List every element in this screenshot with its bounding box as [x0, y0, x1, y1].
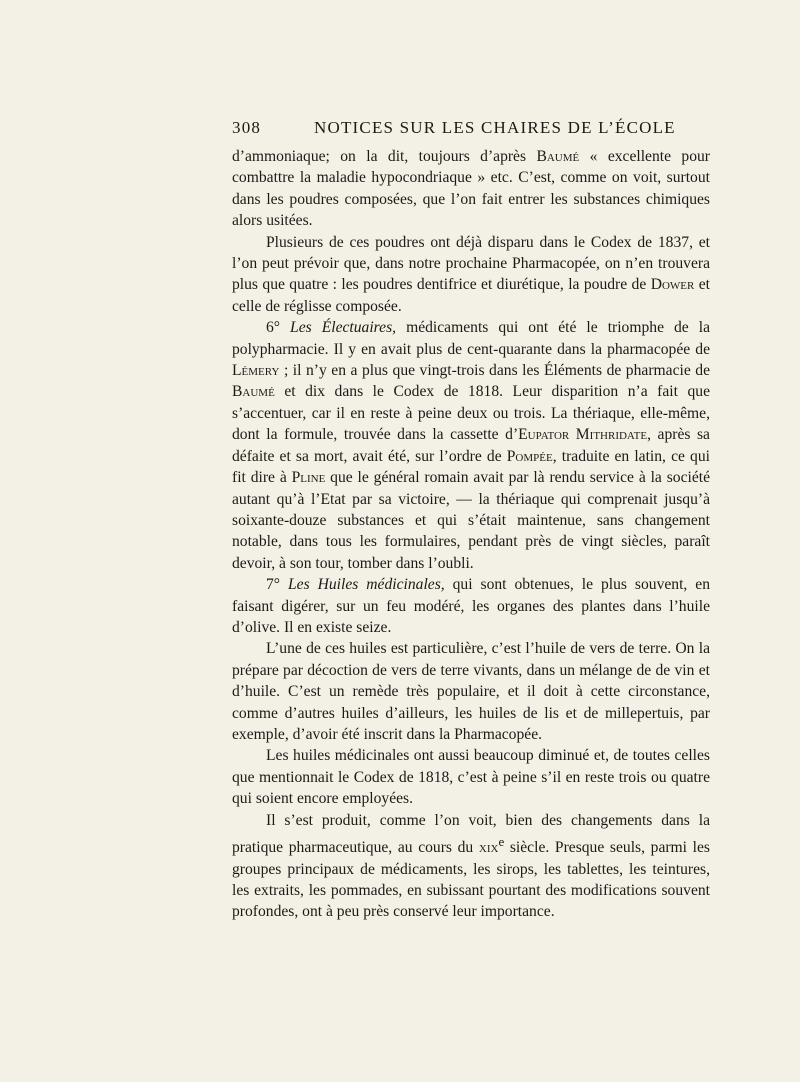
author-name: Baumé: [536, 148, 580, 165]
text-run: et dix dans le Codex de 1818. Leur disparition n’a fait que s’accentuer, car il en reste à peine deux ou trois. La thériaque, elle-même, dont la formule, trouvée dans la cassette d’: [232, 383, 710, 444]
text-run: médicaments qui ont été le triomphe de la polypharmacie. Il y en avait plus de cent-quarante dans la pharmacopée de: [232, 319, 710, 358]
text-run: et celle de réglisse composée.: [232, 276, 710, 315]
author-name: Pline: [291, 469, 326, 487]
text-run: ; il n’y en a plus que vingt-trois dans les Éléments de pharmacie de: [279, 362, 710, 380]
author-name: Eupator Mithridate: [518, 426, 648, 444]
author-name: Pompée: [506, 447, 553, 465]
body-text: [232, 146, 710, 923]
paragraph-1: [232, 146, 710, 232]
text-run: Plusieurs de ces poudres ont déjà disparu dans le Codex de 1837, et l’on peut prévoir que, dans notre prochaine Pharmacopée, on n’en trouvera plus que quatre : les poudres dentifrice et diurétique, la poudre de: [232, 233, 710, 294]
paragraph-5: L’une de ces huiles est particulière, c’est l’huile de vers de terre. On la prépare par décoction de vers de terre vivants, dans un mélange de de vin et d’huile. C’est un remède très populaire, et il doit à cette circonstance, comme d’autres huiles d’ailleurs, les huiles de lis et de millepertuis, par exemple, d’avoir été inscrit dans la Pharmacopée.: [232, 640, 710, 743]
running-head: [232, 118, 712, 140]
author-name: Dower: [650, 276, 695, 294]
author-name: Lémery: [232, 362, 280, 380]
item-number: 6°: [266, 319, 291, 337]
paragraph-6: Les huiles médicinales ont aussi beaucoup diminué et, de toutes celles que mentionnait le Codex de 1818, c’est à peine s’il en reste trois ou quatre qui soient encore employées.: [232, 747, 710, 808]
century-numeral: xix: [478, 839, 499, 857]
paragraph-3: [232, 317, 710, 574]
text-run: que le général romain avait par là rendu service à la société autant qu’à l’Etat par sa victoire, — la thériaque qui comprenait jusqu’à soixante-douze substances et qui s’était maintenue, sans changement notable, dans tous les formulaires, pendant près de vingt siècles, paraît devoir, à son tour, tomber dans l’oubli.: [232, 469, 710, 572]
paragraph-2: [232, 232, 710, 318]
author-name: Baumé: [232, 383, 275, 401]
text-run: d’ammoniaque; on la dit, toujours d’après: [232, 148, 537, 165]
text-run: Il s’est produit, comme l’on voit, bien des changements dans la pratique pharmaceutique, au cours du: [232, 811, 710, 857]
text-run: , traduite en latin, ce qui fit dire à: [232, 447, 710, 487]
item-number: 7°: [266, 576, 288, 594]
text-run: siècle. Presque seuls, parmi les groupes principaux de médicaments, les sirops, les tablettes, les teintures, les extraits, les pommades, en subissant pourtant des modifications souvent profondes, ont à peu près conservé leur importance.: [232, 839, 710, 921]
superscript: e: [498, 834, 505, 849]
paragraph-4: [232, 574, 710, 638]
text-run: « excellente pour combattre la maladie hypocondriaque » etc. C’est, comme on voit, surtout dans les poudres composées, que l’on fait entrer les substances chimiques alors usitées.: [232, 148, 710, 230]
paragraph-7: [232, 810, 710, 923]
text-run: , après sa défaite et sa mort, avait été, sur l’ordre de: [232, 426, 710, 465]
page-number: 308: [232, 118, 262, 137]
running-title: NOTICES SUR LES CHAIRES DE L’ÉCOLE: [314, 118, 676, 137]
text-run: qui sont obtenues, le plus souvent, en faisant digérer, sur un feu modéré, les organes des plantes dans l’huile d’olive. Il en existe seize.: [232, 576, 710, 636]
item-heading: Les Électuaires,: [290, 319, 397, 337]
item-heading: Les Huiles médicinales,: [288, 576, 445, 594]
